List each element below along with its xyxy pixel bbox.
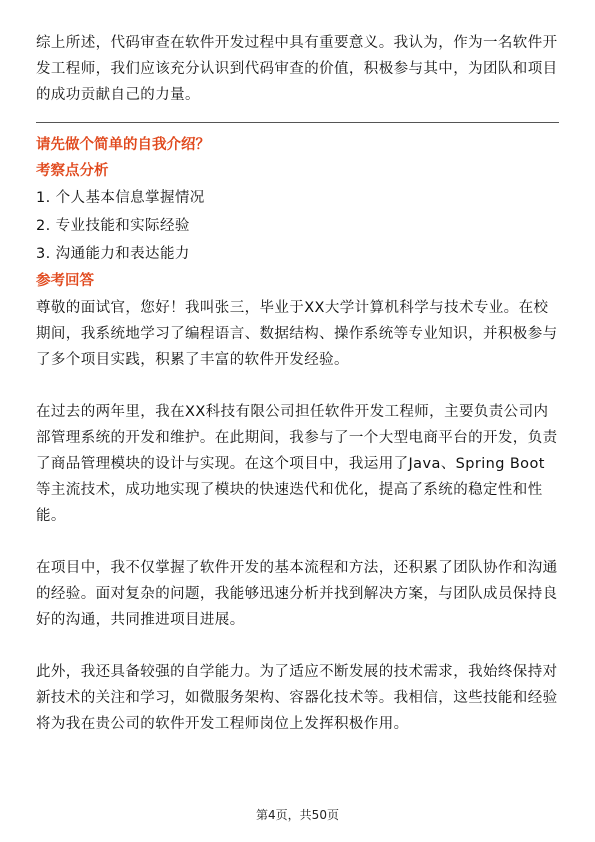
analysis-point: 3. 沟通能力和表达能力 bbox=[36, 246, 190, 262]
page-number-footer: 第4页，共50页 bbox=[256, 808, 339, 822]
document-page bbox=[36, 30, 559, 737]
answer-paragraph: 尊敬的面试官，您好！我叫张三，毕业于XX大学计算机科学与技术专业。在校期间，我系统地学习了编程语言、数据结构、操作系统等专业知识，并积极参与了多个项目实践，积累了丰富的软件开发经验。 bbox=[36, 300, 558, 368]
paragraph-gap bbox=[36, 373, 559, 399]
answer-paragraph: 在过去的两年里，我在XX科技有限公司担任软件开发工程师，主要负责公司内部管理系统的开发和维护。在此期间，我参与了一个大型电商平台的开发，负责了商品管理模块的设计与实现。在这个项目中，我运用了Java、Spring Boot等主流技术，成功地实现了模块的快速迭代和优化，提高了系统的稳定性和性能。 bbox=[36, 404, 558, 524]
analysis-point: 2. 专业技能和实际经验 bbox=[36, 218, 190, 234]
question-title: 请先做个简单的自我介绍？ bbox=[36, 137, 210, 153]
answer-heading: 参考回答 bbox=[36, 273, 94, 289]
answer-paragraph: 此外，我还具备较强的自学能力。为了适应不断发展的技术需求，我始终保持对新技术的关注和学习，如微服务架构、容器化技术等。我相信，这些技能和经验将为我在贵公司的软件开发工程师岗位上发挥积极作用。 bbox=[36, 664, 558, 732]
analysis-heading: 考察点分析 bbox=[36, 163, 109, 179]
paragraph-gap bbox=[36, 633, 559, 659]
paragraph-gap bbox=[36, 529, 559, 555]
intro-paragraph: 综上所述，代码审查在软件开发过程中具有重要意义。我认为，作为一名软件开发工程师，我们应该充分认识到代码审查的价值，积极参与其中，为团队和项目的成功贡献自己的力量。 bbox=[36, 35, 558, 103]
answer-body bbox=[36, 295, 559, 737]
section-divider bbox=[36, 122, 559, 123]
answer-paragraph: 在项目中，我不仅掌握了软件开发的基本流程和方法，还积累了团队协作和沟通的经验。面对复杂的问题，我能够迅速分析并找到解决方案，与团队成员保持良好的沟通，共同推进项目进展。 bbox=[36, 560, 558, 628]
analysis-point: 1. 个人基本信息掌握情况 bbox=[36, 190, 205, 206]
